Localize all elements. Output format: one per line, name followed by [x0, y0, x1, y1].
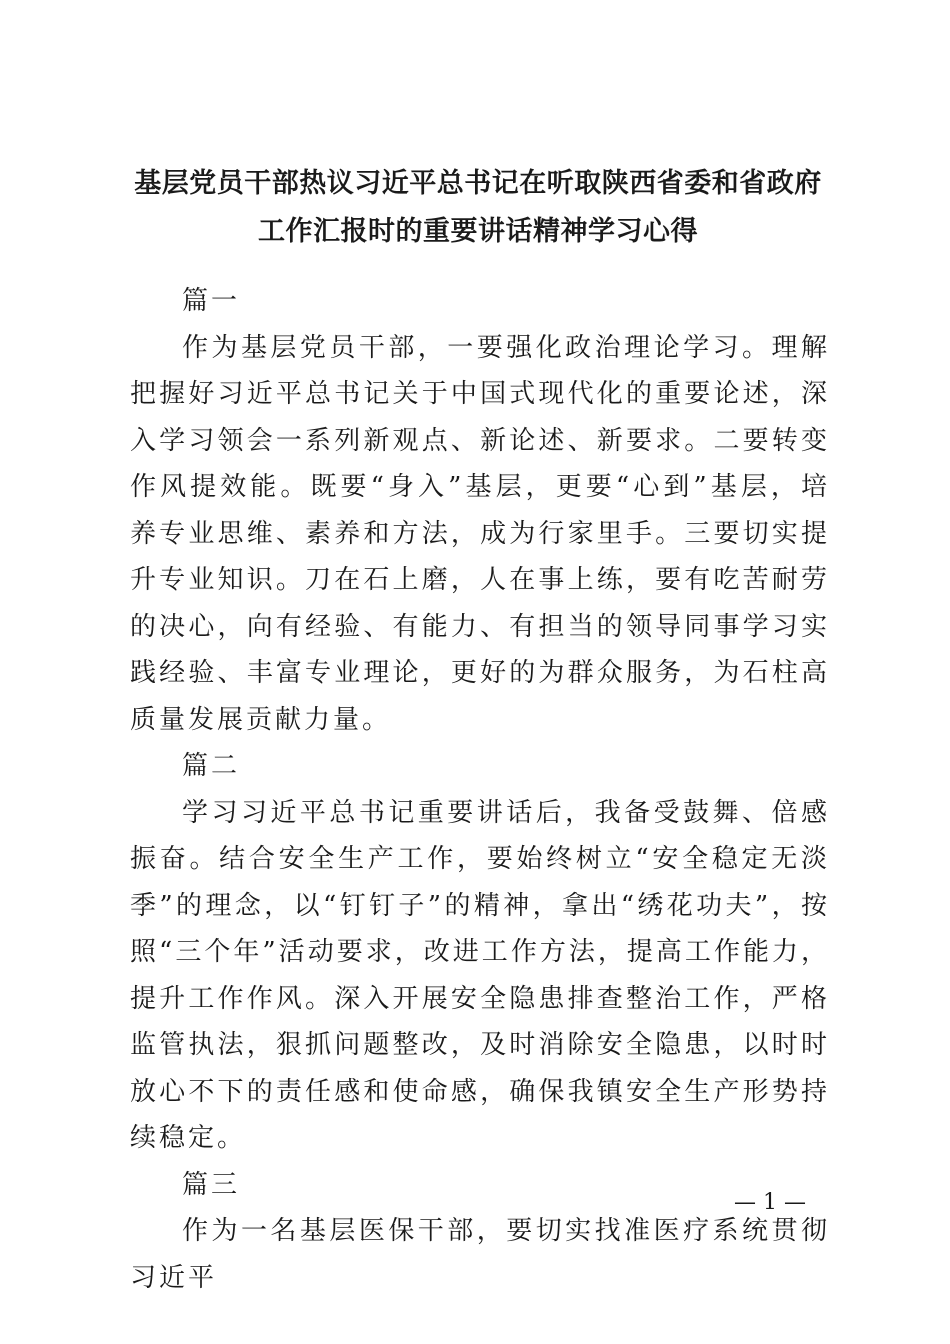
section-heading-1: 篇一	[182, 286, 241, 316]
section-paragraph-1: 作为基层党员干部，一要强化政治理论学习。理解把握好习近平总书记关于中国式现代化的重要论述，深入学习领会一系列新观点、新论述、新要求。二要转变作风提效能。既要“身入”基层，更要“心到”基层，培养专业思维、素养和方法，成为行家里手。三要切实提升专业知识。刀在石上磨，人在事上练，要有吃苦耐劳的决心，向有经验、有能力、有担当的领导同事学习实践经验、丰富专业理论，更好的为群众服务，为石柱高质量发展贡献力量。	[130, 332, 830, 735]
document-body	[130, 278, 830, 1301]
page-number: — 1 —	[734, 1190, 806, 1215]
section-paragraph-3: 作为一名基层医保干部，要切实找准医疗系统贯彻习近平	[130, 1216, 830, 1293]
section-heading-3: 篇三	[182, 1169, 241, 1200]
document-title: 基层党员干部热议习近平总书记在听取陕西省委和省政府工作汇报时的重要讲话精神学习心得	[134, 168, 822, 247]
section-paragraph-2: 学习习近平总书记重要讲话后，我备受鼓舞、倍感振奋。结合安全生产工作，要始终树立“安全稳定无淡季”的理念，以“钉钉子”的精神，拿出“绣花功夫”，按照“三个年”活动要求，改进工作方法，提高工作能力，提升工作作风。深入开展安全隐患排查整治工作，严格监管执法，狠抓问题整改，及时消除安全隐患，以时时放心不下的责任感和使命感，确保我镇安全生产形势持续稳定。	[130, 797, 830, 1153]
section-heading-2: 篇二	[182, 751, 241, 781]
